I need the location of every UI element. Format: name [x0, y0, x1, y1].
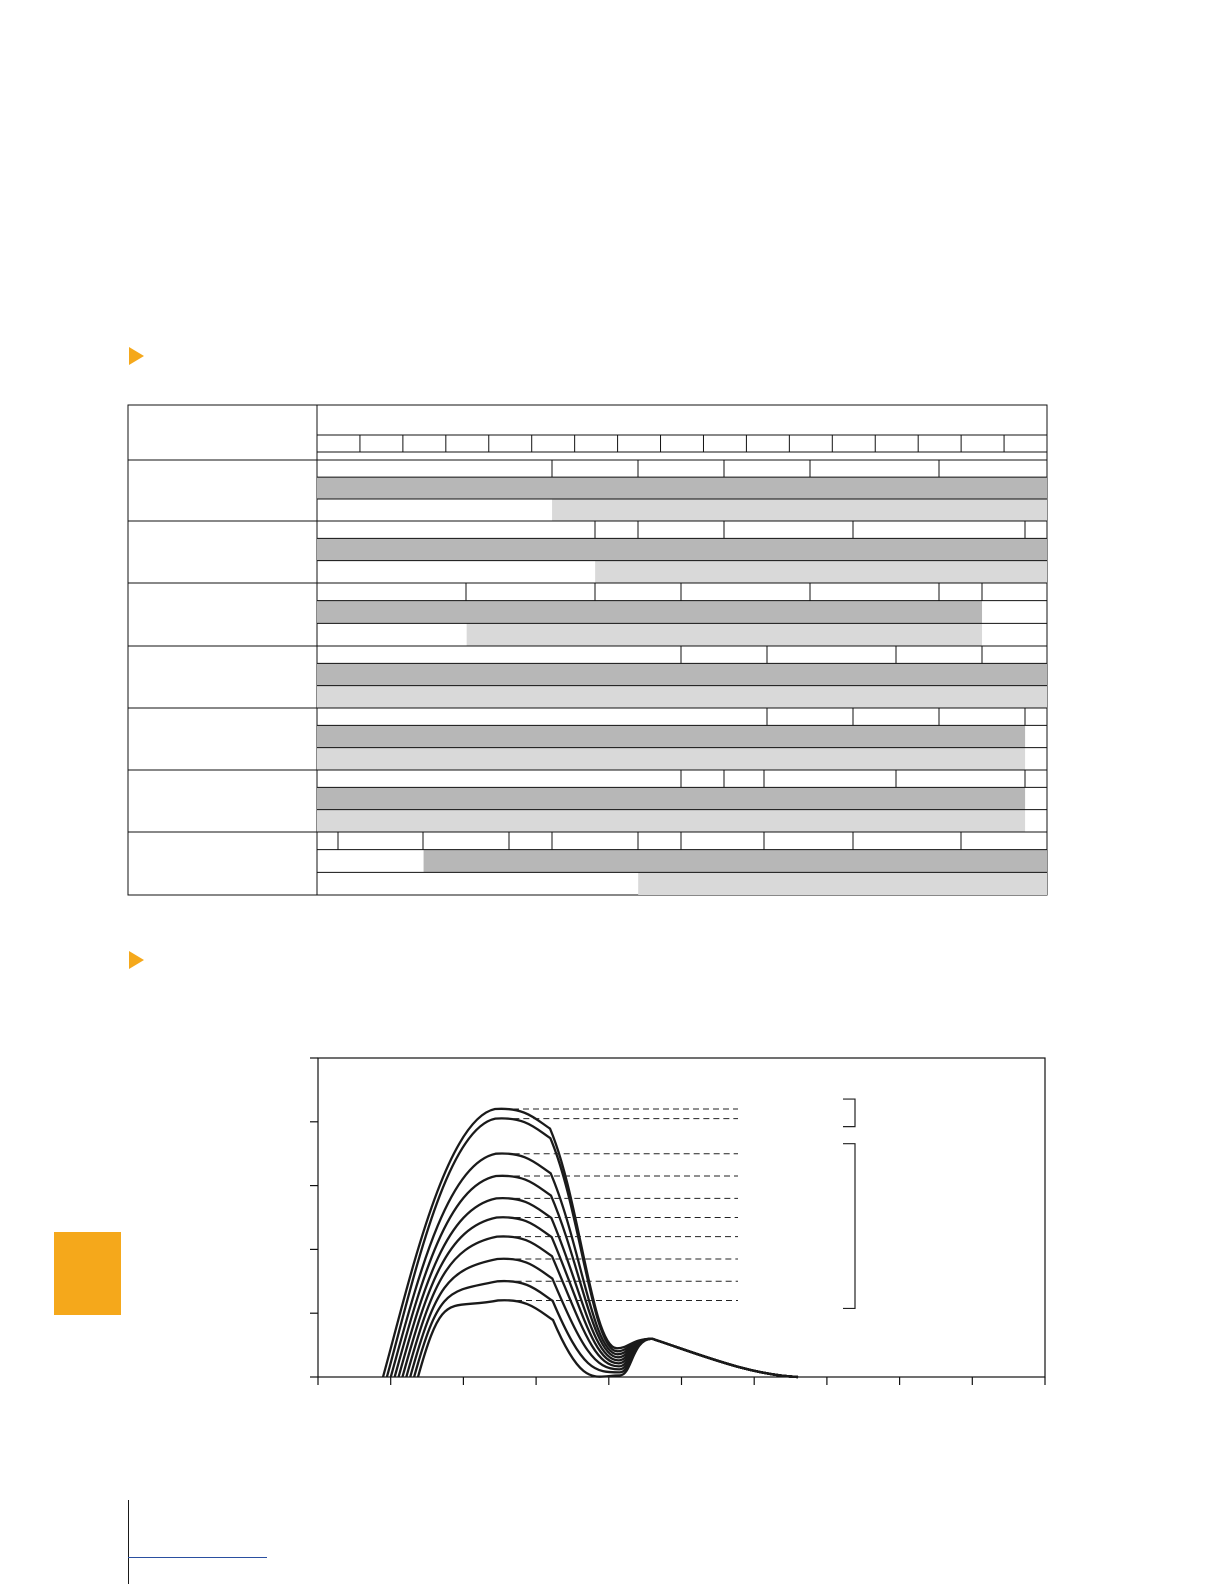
light-bar: [552, 499, 1047, 521]
dark-bar: [317, 477, 1047, 499]
series-line: [402, 1217, 798, 1377]
light-bar: [638, 872, 1047, 895]
dark-bar: [317, 538, 1047, 560]
series-bracket: [843, 1099, 855, 1127]
footer-rule-vertical: [128, 1500, 129, 1584]
side-tab: [54, 1232, 121, 1315]
table-frame: [128, 405, 1047, 895]
dark-bar: [317, 601, 982, 624]
series-line: [418, 1300, 798, 1377]
series-line: [406, 1236, 798, 1377]
light-bar: [317, 748, 1025, 770]
play-triangle-icon: [129, 347, 144, 365]
light-bar: [467, 623, 982, 646]
light-bar: [595, 561, 1047, 583]
light-bar: [317, 686, 1047, 708]
dark-bar: [424, 850, 1047, 873]
play-triangle-icon: [129, 951, 144, 969]
line-chart: [0, 1040, 1224, 1400]
series-bracket: [843, 1144, 855, 1309]
footer-rule: [128, 1557, 267, 1558]
light-bar: [317, 810, 1025, 832]
dark-bar: [317, 663, 1047, 685]
dark-bar: [317, 787, 1025, 809]
dark-bar: [317, 725, 1025, 747]
